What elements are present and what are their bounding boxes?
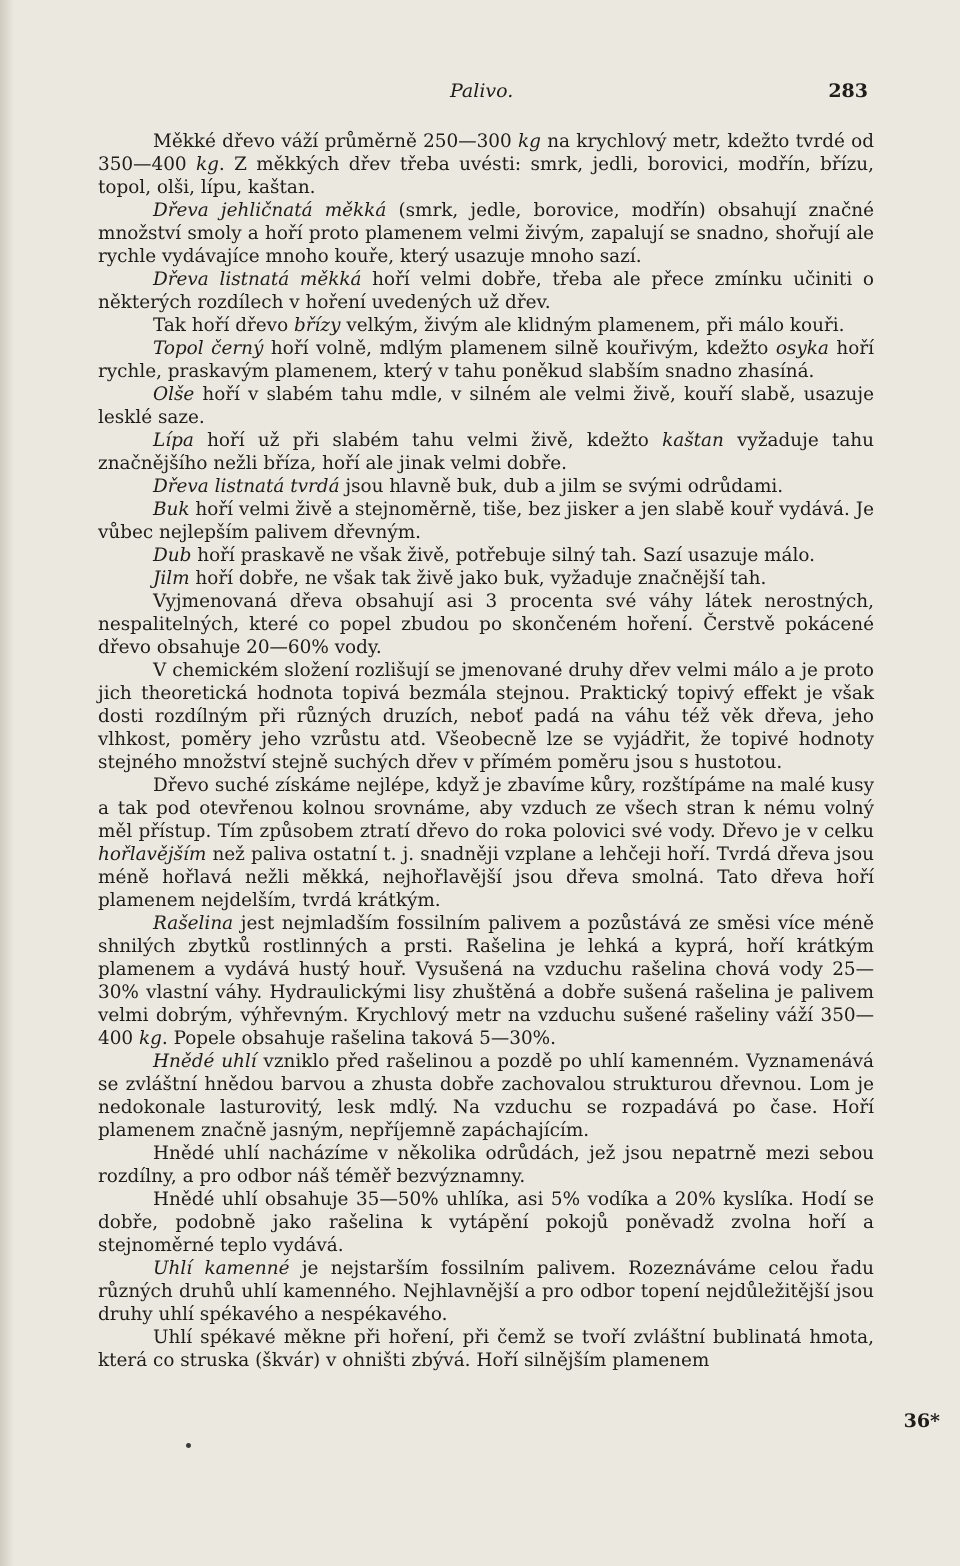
- emphasized-term: kg: [138, 1028, 162, 1049]
- text-run: Hnědé uhlí nacházíme v několika odrůdách, jež jsou nepatrně mezi sebou rozdílny, a pro odbor náš téměř bezvýznamny.: [98, 1143, 874, 1187]
- paragraph: [98, 337, 874, 383]
- text-run: Uhlí spékavé měkne při hoření, při čemž se tvoří zvláštní bublinatá hmota, která co struska (škvár) v ohništi zbývá. Hoří silnějším plamenem: [98, 1327, 874, 1371]
- paragraph: [98, 314, 874, 337]
- text-run: jest nejmladším fossilním palivem a pozůstává ze směsi více méně shnilých zbytků rostlinných a prsti. Rašelina je lehká a kyprá, hoří krátkým plamenem a vydává hustý houř. Vysušená na vzduchu rašelina chová vody 25—30% vlastní váhy. Hydraulickými lisy zhuštěná a dobře sušená rašelina je palivem velmi dobrým, výhřevným. Krychlový metr na vzduchu sušené rašeliny váží 350—400: [98, 913, 874, 1049]
- emphasized-term: hořlavějším: [98, 844, 207, 865]
- emphasized-term: Rašelina: [153, 913, 234, 934]
- paragraph: [98, 268, 874, 314]
- text-run: hoří velmi dobře, třeba ale přece zmínku učiniti o některých rozdílech v hoření uvedených už dřev.: [98, 269, 874, 313]
- emphasized-term: Jilm: [153, 568, 190, 589]
- paragraph: [98, 544, 874, 567]
- sheet-signature: 36*: [903, 1410, 940, 1432]
- text-run: Tak hoří dřevo: [153, 315, 294, 336]
- text-run: hoří dobře, ne však tak živě jako buk, vyžaduje značnější tah.: [189, 568, 767, 589]
- paragraph: [98, 912, 874, 1050]
- running-head: [98, 80, 874, 110]
- text-run: hoří volně, mdlým plamenem silně kouřivým, kdežto: [263, 338, 776, 359]
- emphasized-term: Hnědé uhlí: [153, 1051, 257, 1072]
- book-page: [98, 80, 874, 1372]
- text-run: V chemickém složení rozlišují se jmenované druhy dřev velmi málo a je proto jich theoretická hodnota topivá bezmála stejnou. Praktický topivý effekt je však dosti rozdílným při různých druzích, neboť padá na váhu též věk dřeva, jeho vlhkost, poměry jeho vzrůstu atd. Všeobecně lze se vyjádřit, že topivé hodnoty stejného množství stejně suchých dřev v přímém poměru jsou s hustotou.: [98, 660, 874, 773]
- emphasized-term: Lípa: [153, 430, 194, 451]
- text-run: hoří praskavě ne však živě, potřebuje silný tah. Sazí usazuje málo.: [191, 545, 815, 566]
- emphasized-term: Dub: [153, 545, 192, 566]
- emphasized-term: Dřeva jehličnatá měkká: [153, 200, 387, 221]
- paragraph: [98, 383, 874, 429]
- paragraph: [98, 130, 874, 199]
- text-run: Hnědé uhlí obsahuje 35—50% uhlíka, asi 5% vodíka a 20% kyslíka. Hodí se dobře, podobně jako rašelina k vytápění pokojů poněvadž zvolna hoří a stejnoměrné teplo vydává.: [98, 1189, 874, 1256]
- text-run: Vyjmenovaná dřeva obsahují asi 3 procenta své váhy látek nerostných, nespalitelných, které co popel zbudou po skončeném hoření. Čerstvě pokácené dřevo obsahuje 20—60% vody.: [98, 591, 874, 658]
- paragraph: [98, 475, 874, 498]
- text-run: (smrk, jedle, borovice, modřín) obsahují značné množství smoly a hoří proto plamenem velmi živým, zapalují se snadno, shořují ale rychle vydávajíce mnoho kouře, který usazuje mnoho sazí.: [98, 200, 874, 267]
- emphasized-term: Olše: [153, 384, 195, 405]
- paragraph: [98, 1050, 874, 1142]
- print-speck: [186, 1443, 191, 1448]
- emphasized-term: Dřeva listnatá tvrdá: [153, 476, 340, 497]
- emphasized-term: kg: [195, 154, 219, 175]
- text-run: jsou hlavně buk, dub a jilm se svými odrůdami.: [339, 476, 784, 497]
- paragraph: [98, 659, 874, 774]
- paragraph: [98, 498, 874, 544]
- text-run: vyžaduje tahu značnějšího nežli bříza, hoří ale jinak velmi dobře.: [98, 430, 874, 474]
- text-run: hoří už při slabém tahu velmi živě, kdežto: [193, 430, 663, 451]
- text-run: velkým, živým ale klidným plamenem, při málo kouři.: [340, 315, 845, 336]
- paragraph: [98, 590, 874, 659]
- page-number: 283: [828, 80, 868, 102]
- paragraph: [98, 567, 874, 590]
- body-text: [98, 130, 874, 1372]
- text-run: . Z měkkých dřev třeba uvésti: smrk, jedli, borovici, modřín, břízu, topol, olši, lípu, kaštan.: [98, 154, 874, 198]
- paragraph: [98, 1142, 874, 1188]
- text-run: . Popele obsahuje rašelina taková 5—30%.: [161, 1028, 556, 1049]
- text-run: vzniklo před rašelinou a pozdě po uhlí kamenném. Vyznamenává se zvláštní hnědou barvou a zhusta dobře zachovalou strukturou dřevnou. Lom je nedokonale lasturovitý, lesk mdlý. Na vzduchu se rozpadává po čase. Hoří plamenem značně jasným, nepříjemně zapáchajícím.: [98, 1051, 874, 1141]
- emphasized-term: břízy: [293, 315, 341, 336]
- emphasized-term: kg: [518, 131, 541, 152]
- paragraph: [98, 429, 874, 475]
- text-run: než paliva ostatní t. j. snadněji vzplane a lehčeji hoří. Tvrdá dřeva jsou méně hořlavá nežli měkká, nejhořlavější jsou dřeva smolná. Tato dřeva hoří plamenem nejdelším, tvrdá krátkým.: [98, 844, 874, 911]
- emphasized-term: Buk: [153, 499, 190, 520]
- paragraph: [98, 774, 874, 912]
- paragraph: [98, 1257, 874, 1326]
- scan-edge: [0, 0, 14, 1566]
- emphasized-term: Dřeva listnatá měkká: [153, 269, 362, 290]
- text-run: na krychlový metr, kdežto tvrdé od 350—400: [98, 131, 874, 175]
- emphasized-term: Topol černý: [153, 338, 264, 359]
- emphasized-term: kaštan: [662, 430, 724, 451]
- text-run: hoří v slabém tahu mdle, v silném ale velmi živě, kouří slabě, usazuje lesklé saze.: [98, 384, 874, 428]
- paragraph: [98, 1188, 874, 1257]
- text-run: je nejstarším fossilním palivem. Rozeznáváme celou řadu různých druhů uhlí kamenného. Nejhlavnější a pro odbor topení nejdůležitější jsou druhy uhlí spékavého a nespékavého.: [98, 1258, 874, 1325]
- emphasized-term: Uhlí kamenné: [153, 1258, 290, 1279]
- text-run: Dřevo suché získáme nejlépe, když je zbavíme kůry, rozštípáme na malé kusy a tak pod otevřenou kolnou srovnáme, aby vzduch ze všech stran k nému volný měl přístup. Tím způsobem ztratí dřevo do roka polovici své vody. Dřevo je v celku: [98, 775, 874, 842]
- paragraph: [98, 199, 874, 268]
- text-run: hoří velmi živě a stejnoměrně, tiše, bez jisker a jen slabě kouř vydává. Je vůbec nejlepším palivem dřevným.: [98, 499, 874, 543]
- text-run: hoří rychle, praskavým plamenem, který v tahu poněkud slabším snadno zhasíná.: [98, 338, 874, 382]
- text-run: Měkké dřevo váží průměrně 250—300: [153, 131, 518, 152]
- running-title: Palivo.: [450, 80, 514, 102]
- emphasized-term: osyka: [775, 338, 829, 359]
- paragraph: [98, 1326, 874, 1372]
